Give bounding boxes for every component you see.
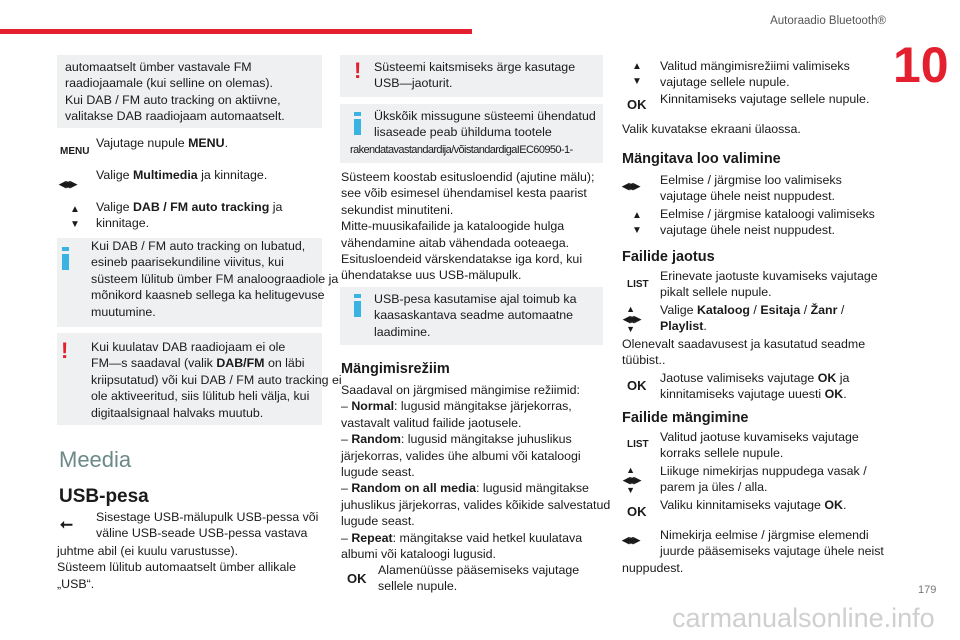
text: Valige (96, 168, 133, 182)
text-line (660, 527, 884, 543)
usb-text (57, 543, 296, 592)
text: Erinevate jaotuste kuvamiseks vajutage (660, 269, 878, 283)
text: – (341, 399, 352, 414)
seek-arrows-icon: ◀◀ ▶▶ (622, 181, 638, 191)
step-text (660, 429, 859, 462)
up-down-arrows-icon: ▲ ▼ (632, 210, 642, 236)
text-line (57, 576, 296, 592)
text: Vajutage nupule (96, 136, 189, 150)
usb-icon: ⭠ (60, 516, 73, 533)
text: – (341, 432, 352, 447)
text: FM—s saadaval (valik (91, 356, 217, 371)
text-line (91, 254, 338, 270)
text: esineb paarisekundiline viivitus, kui (91, 255, 284, 270)
text: / (749, 303, 761, 317)
text: Alamenüüsse pääsemiseks vajutage (378, 563, 580, 577)
text-line (96, 199, 282, 215)
text: ole aktiveeritud, siis lülitub heli välja, kui (91, 389, 310, 404)
text: vähendamine aitab vähendada ooteaega. (341, 235, 570, 250)
page-number: 179 (918, 584, 937, 596)
text-line (91, 271, 338, 287)
text-line (341, 513, 610, 529)
text: automaatselt ümber vastavale FM (65, 60, 252, 74)
text-line (91, 339, 342, 355)
section-title: Meedia (59, 447, 132, 472)
text-line (622, 352, 865, 368)
text: . (842, 498, 847, 512)
text: see võib esimesel ühendamisel kesta paarist (341, 186, 587, 201)
text: raadiojaamale (kui selline on olemas). (65, 76, 273, 91)
section-heading: Mängimisrežiim (341, 361, 450, 377)
text-line (660, 543, 884, 559)
chapter-number: 10 (893, 37, 949, 93)
text-line (660, 268, 878, 284)
seek-arrows-icon: ◀◀ ▶▶ (59, 179, 75, 189)
text: juurde pääsemiseks vajutage ühele neist (660, 544, 884, 559)
navigation-cross-icon: ▲ ◀◀ ▶▶ ▼ (623, 304, 639, 334)
text-line (96, 215, 282, 231)
text: – (341, 481, 352, 496)
text-line (91, 405, 342, 421)
list-button-icon: LIST (627, 439, 649, 450)
text-line (378, 578, 579, 594)
text: lisaseade peab ühilduma tootele (374, 125, 552, 140)
bold-text: OK (824, 387, 844, 402)
step-text (96, 167, 267, 183)
text-line (660, 302, 844, 318)
ok-button-icon: OK (627, 97, 647, 112)
bold-text: DAB / FM auto tracking (132, 200, 270, 214)
text: Valiku kinnitamiseks vajutage (660, 498, 825, 512)
text-line (374, 124, 596, 140)
text-line (341, 448, 610, 464)
text: mõnikord kaasneb sellega ka helitugevuse (91, 288, 325, 303)
text: Kui DAB / FM auto tracking on lubatud, (91, 239, 306, 253)
bold-text: Normal (351, 399, 395, 414)
text-line (660, 91, 869, 107)
text: vajutage ühele neist nuppudest. (660, 223, 835, 238)
text-line (91, 304, 338, 320)
step-text (660, 268, 878, 301)
text: . (224, 136, 229, 150)
text-line (65, 92, 285, 108)
text-line (341, 546, 610, 562)
step-text (660, 302, 844, 335)
warning-icon: ! (354, 58, 362, 83)
step-text (660, 527, 884, 560)
text: Kui kuulatav DAB raadiojaam ei ole (91, 340, 286, 354)
ok-button-icon: OK (627, 504, 647, 519)
text: Valitud jaotuse kuvamiseks vajutage (660, 430, 859, 444)
text-line (341, 398, 610, 414)
bold-text: Kataloog (696, 303, 750, 317)
warning-text (57, 339, 342, 421)
text-line (374, 108, 596, 124)
text-line (660, 284, 878, 300)
bold-text: Playlist (660, 319, 704, 334)
text: vajutage sellele nupule. (660, 75, 790, 90)
text-line (91, 372, 342, 388)
text: on läbi (264, 356, 305, 371)
text: Olenevalt saadavusest ja kasutatud seadme (622, 337, 866, 351)
usb-heading: USB-pesa (59, 486, 149, 507)
info-text (340, 291, 576, 340)
paragraph (622, 336, 865, 369)
text-line (660, 58, 869, 74)
text: Ükskõik missugune süsteemi ühendatud (374, 109, 596, 123)
text-line (57, 559, 296, 575)
text: pikalt sellele nupule. (660, 285, 772, 300)
text: : lugusid mängitakse juhuslikus (400, 432, 572, 447)
text: kaasaskantava seadme automaatne (374, 308, 574, 323)
text-line (374, 75, 575, 91)
warning-text (374, 59, 575, 92)
text: Nimekirja eelmise / järgmise elemendi (660, 528, 869, 542)
text: . (703, 319, 707, 334)
text-line (341, 251, 594, 267)
bold-text: Žanr (810, 303, 838, 317)
text: tüübist.. (622, 353, 666, 368)
text: / (800, 303, 811, 317)
bold-text: Random (351, 432, 401, 447)
info-text (57, 238, 338, 320)
text-line (341, 267, 594, 283)
text: kinnitage. (96, 216, 150, 231)
text: lugude seast. (341, 514, 415, 529)
text-line (660, 370, 849, 386)
text-line (91, 388, 342, 404)
text: kriipsutatud) või kui DAB / FM auto tracking ei (91, 372, 342, 387)
text-line (341, 530, 610, 546)
text-line (341, 218, 594, 234)
text: Süsteem lülitub automaatselt ümber allikale (57, 560, 296, 575)
text: ühendatakse uus USB-mälupulk. (341, 268, 522, 283)
text-line (96, 525, 318, 541)
text: albumi või kataloogi lugusid. (341, 546, 496, 561)
header-title: Autoraadio Bluetooth® (770, 15, 886, 27)
step-text (660, 206, 875, 239)
text: Süsteem koostab esitusloendid (ajutine mälu); (341, 170, 595, 184)
text-line (65, 59, 285, 75)
section-heading: Mängitava loo valimine (622, 151, 781, 167)
note-text (65, 59, 285, 125)
text: USB—jaoturit. (374, 76, 453, 91)
text: ja (836, 371, 850, 385)
text: Esitusloendeid värskendatakse iga kord, kui (341, 251, 583, 266)
text-line (91, 287, 338, 303)
text: vastavalt valitud failide jaotusele. (341, 415, 522, 430)
bold-text: OK (817, 371, 837, 385)
text: ja kinnitage. (197, 168, 268, 182)
ok-button-icon: OK (627, 378, 647, 393)
text-line (622, 336, 865, 352)
text-line (341, 415, 610, 431)
text-line (91, 355, 342, 371)
text-line (374, 291, 576, 307)
step-text (378, 562, 579, 595)
text-line (65, 75, 285, 91)
bold-text: Multimedia (132, 168, 198, 182)
bold-text: Esitaja (760, 303, 801, 317)
modes-list (341, 382, 610, 562)
text-line (96, 509, 318, 525)
warning-icon: ! (61, 338, 69, 363)
text-line (341, 382, 610, 398)
text: USB-pesa kasutamise ajal toimub ka (374, 292, 577, 306)
step-text (660, 370, 849, 403)
text: laadimine. (374, 324, 431, 339)
text-line (378, 562, 579, 578)
text: Kui DAB / FM auto tracking on aktiivne, (65, 92, 281, 107)
text-line (57, 543, 296, 559)
text-line (660, 445, 859, 461)
text: „USB“. (57, 576, 95, 591)
info-text-small: rakendatavastandardija/võistandardigaIEC60950-1- (350, 144, 573, 156)
text-line (341, 202, 594, 218)
text-line (65, 108, 285, 124)
text: : lugusid mängitakse (475, 481, 589, 496)
text: Valige (660, 303, 697, 317)
text: . (843, 387, 847, 402)
text-line (660, 172, 842, 188)
text: sekundist minutiteni. (341, 202, 454, 217)
seek-arrows-icon: ◀◀ ▶▶ (622, 535, 638, 545)
text-line (341, 497, 610, 513)
bold-text: DAB/FM (216, 356, 265, 371)
text-line (341, 431, 610, 447)
text-line (341, 185, 594, 201)
text-line (660, 222, 875, 238)
text: Jaotuse valimiseks vajutage (660, 371, 818, 385)
text-line (341, 235, 594, 251)
menu-button-icon: MENU (60, 146, 90, 157)
text: : mängitakse vaid hetkel kuulatava (392, 530, 583, 545)
text: juhtme abil (ei kuulu varustusse). (57, 544, 239, 558)
paragraph: nuppudest. (622, 561, 684, 575)
text-line (660, 318, 844, 334)
step-text (660, 172, 842, 205)
text: kinnitamiseks vajutage uuesti (660, 387, 825, 402)
navigation-cross-icon: ▲ ◀◀ ▶▶ ▼ (623, 465, 639, 495)
up-down-arrows-icon: ▲ ▼ (70, 204, 80, 230)
bold-text: Random on all media (351, 481, 476, 496)
text-line (660, 386, 849, 402)
text: Valitud mängimisrežiimi valimiseks (660, 59, 850, 73)
text: Eelmise / järgmise kataloogi valimiseks (660, 207, 875, 221)
text-line (96, 167, 267, 183)
text-line (341, 480, 610, 496)
text-line (341, 169, 594, 185)
text-line (91, 238, 338, 254)
text: väline USB-seade USB-pessa vastava (96, 526, 308, 541)
text: Saadaval on järgmised mängimise režiimid: (341, 383, 580, 397)
text: Liikuge nimekirjas nuppudega vasak / (660, 464, 867, 478)
text-line (660, 479, 867, 495)
ok-button-icon: OK (347, 571, 367, 586)
text: / (837, 303, 845, 317)
text: lugude seast. (341, 464, 415, 479)
text-line (660, 188, 842, 204)
header-accent-bar (0, 29, 472, 34)
text: valitakse DAB raadiojaam automaatselt. (65, 109, 285, 124)
paragraph (341, 169, 594, 284)
text: järjekorras, valides ühe albumi või kataloogi (341, 448, 581, 463)
usb-text (96, 509, 318, 542)
step-text (96, 199, 282, 232)
bold-text: Repeat (351, 530, 393, 545)
bold-text: MENU (188, 136, 225, 150)
text: muutumine. (91, 304, 156, 319)
text: parem ja üles / alla. (660, 480, 768, 495)
text-line (660, 74, 869, 90)
text: vajutage ühele neist nuppudest. (660, 189, 835, 204)
list-button-icon: LIST (627, 279, 649, 290)
paragraph: Valik kuvatakse ekraani ülaossa. (622, 122, 801, 136)
info-text (374, 108, 596, 141)
text: – (341, 530, 352, 545)
text-line (374, 324, 576, 340)
text: Sisestage USB-mälupulk USB-pessa või (96, 510, 319, 524)
text-line (374, 307, 576, 323)
step-text (660, 497, 846, 513)
text-line (660, 206, 875, 222)
step-text (660, 463, 867, 496)
text-line (341, 464, 610, 480)
text: sellele nupule. (378, 579, 458, 594)
section-heading: Failide jaotus (622, 249, 715, 265)
text: Kinnitamiseks vajutage sellele nupule. (660, 91, 870, 106)
text: Eelmise / järgmise loo valimiseks (660, 173, 842, 187)
text: süsteem lülitub ümber FM analoograadiole ja (91, 271, 339, 286)
text: Mitte-muusikafailide ja kataloogide hulga (341, 219, 565, 234)
text: : lugusid mängitakse järjekorras, (394, 399, 572, 414)
bold-text: OK (824, 498, 843, 512)
text-line (660, 463, 867, 479)
text: Valige (96, 200, 133, 214)
text: juhuslikus järjekorras, valides kõikide salvestatud (341, 497, 611, 512)
text-line (96, 135, 228, 151)
up-down-arrows-icon: ▲ ▼ (632, 61, 642, 87)
section-heading: Failide mängimine (622, 410, 749, 426)
watermark: carmanualsonline.info (672, 603, 935, 633)
text: digitaalsignaal halvaks muutub. (91, 405, 264, 420)
text-line (374, 59, 575, 75)
text-line (660, 429, 859, 445)
text-line (660, 497, 846, 513)
text: Süsteemi kaitsmiseks ärge kasutage (374, 60, 576, 74)
step-text (96, 135, 228, 151)
step-text (660, 58, 869, 107)
text: korraks sellele nupule. (660, 446, 784, 461)
text: ja (269, 200, 283, 214)
